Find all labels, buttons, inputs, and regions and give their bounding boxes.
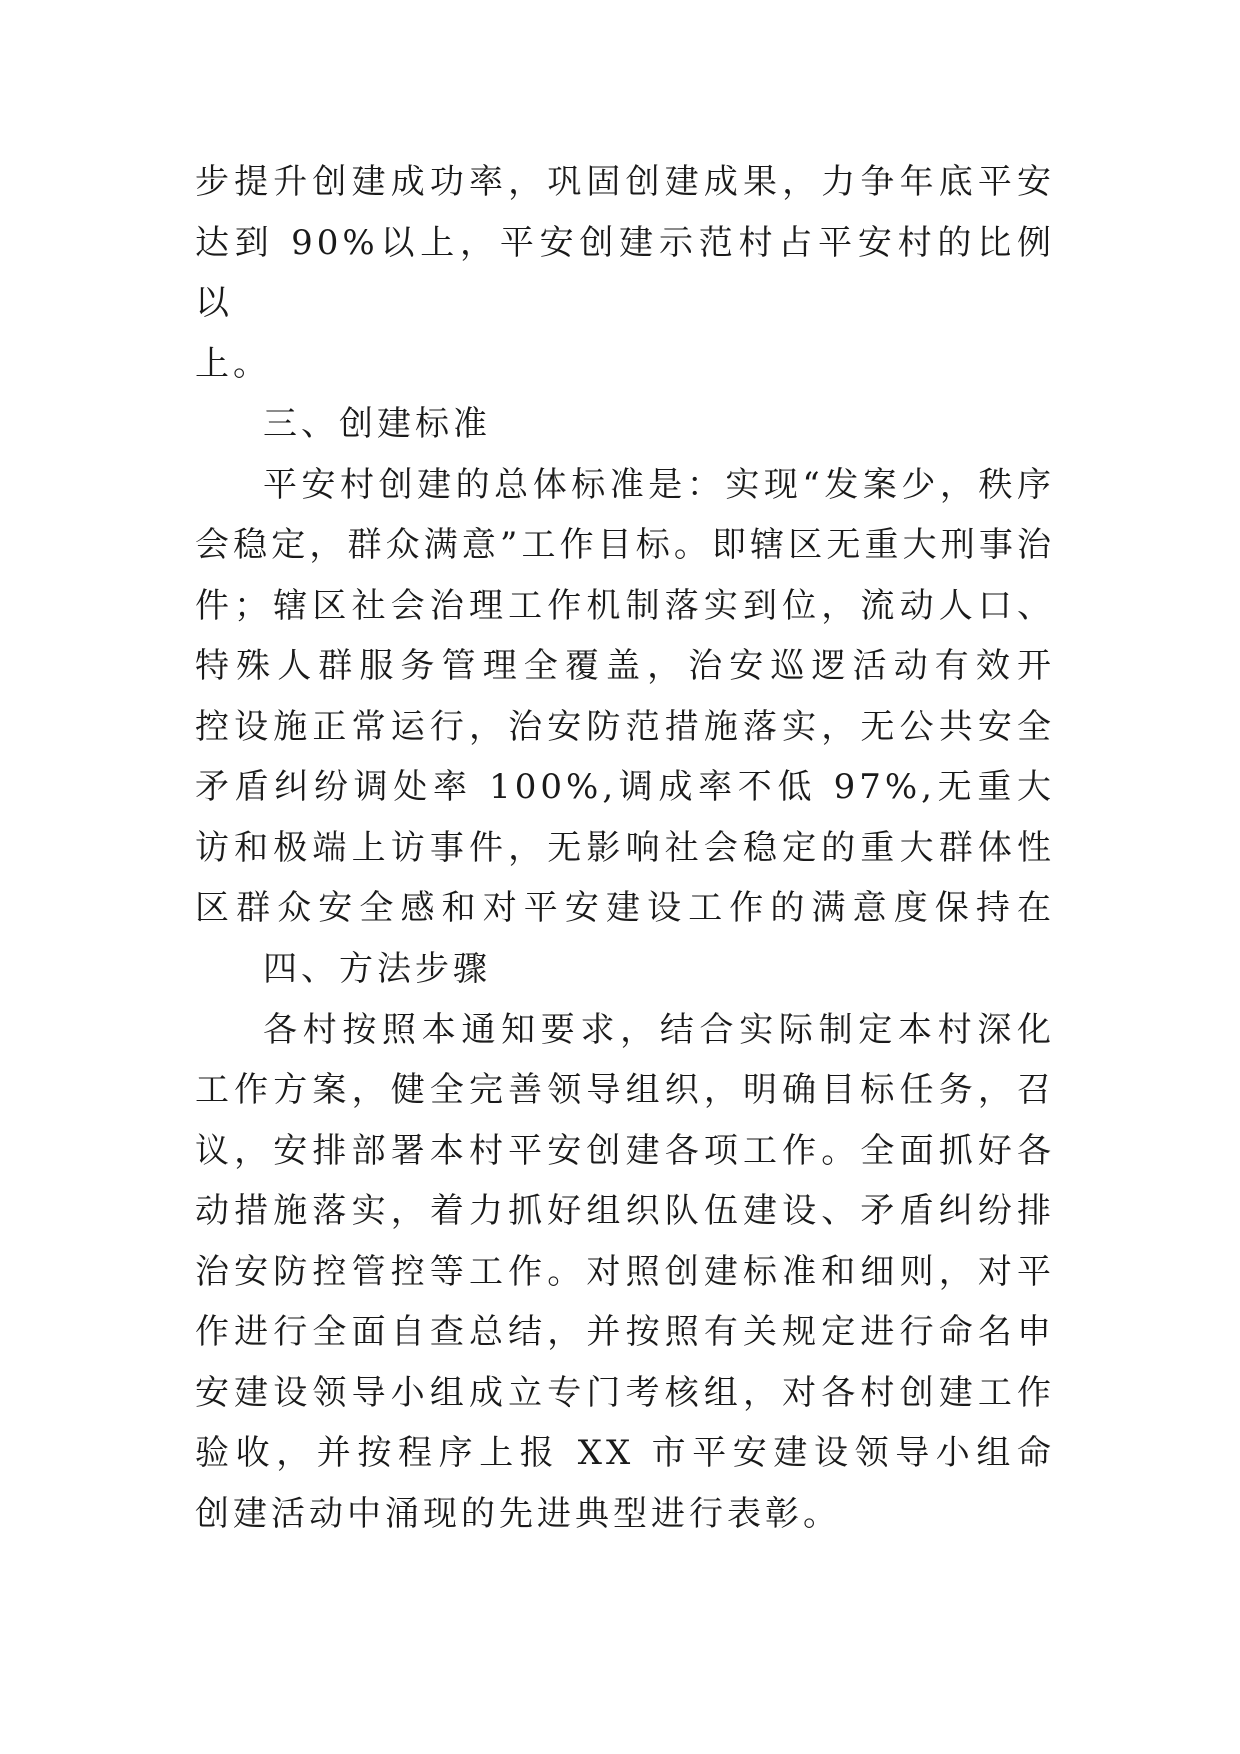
intro-paragraph xyxy=(195,152,1055,394)
section-three-line-4: 特殊人群服务管理全覆盖，治安巡逻活动有效开 xyxy=(195,646,1055,686)
section-four xyxy=(195,939,1055,1544)
section-three-line-6: 矛盾纠纷调处率 100%,调成率不低 97%,无重大 xyxy=(195,767,1055,807)
section-four-line-8: 验收，并按程序上报 XX 市平安建设领导小组命 xyxy=(195,1433,1055,1473)
section-four-line-7: 安建设领导小组成立专门考核组，对各村创建工作 xyxy=(195,1372,1055,1413)
section-four-paragraph xyxy=(195,1000,1055,1545)
section-three-line-8: 区群众安全感和对平安建设工作的满意度保持在 xyxy=(195,888,1055,928)
section-three xyxy=(195,394,1055,939)
section-three-paragraph xyxy=(195,455,1055,939)
section-four-line-5: 治安防控管控等工作。对照创建标准和细则，对平 xyxy=(195,1251,1055,1292)
section-four-line-2: 工作方案，健全完善领导组织，明确目标任务，召 xyxy=(195,1070,1055,1110)
section-four-heading: 四、方法步骤 xyxy=(263,949,491,989)
intro-line-3: 以 xyxy=(195,283,233,323)
section-three-line-7: 访和极端上访事件，无影响社会稳定的重大群体性 xyxy=(195,827,1055,868)
section-three-line-3: 件；辖区社会治理工作机制落实到位，流动人口、 xyxy=(195,585,1055,626)
section-three-line-2: 会稳定，群众满意”工作目标。即辖区无重大刑事治 xyxy=(195,525,1055,565)
section-four-line-1: 各村按照本通知要求，结合实际制定本村深化 xyxy=(263,1009,1055,1050)
section-four-line-9: 创建活动中涌现的先进典型进行表彰。 xyxy=(195,1493,841,1534)
section-three-heading: 三、创建标准 xyxy=(263,404,491,444)
intro-line-1: 步提升创建成功率，巩固创建成果，力争年底平安 xyxy=(195,162,1055,202)
section-four-line-4: 动措施落实，着力抓好组织队伍建设、矛盾纠纷排 xyxy=(195,1191,1055,1231)
intro-line-4: 上。 xyxy=(195,343,271,384)
section-three-line-5: 控设施正常运行，治安防范措施落实，无公共安全 xyxy=(195,706,1055,747)
section-three-line-1: 平安村创建的总体标准是：实现“发案少，秩序 xyxy=(263,464,1055,505)
intro-line-2: 达到 90%以上，平安创建示范村占平安村的比例 xyxy=(195,222,1055,263)
section-four-line-6: 作进行全面自查总结，并按照有关规定进行命名申 xyxy=(195,1312,1055,1352)
section-four-line-3: 议，安排部署本村平安创建各项工作。全面抓好各 xyxy=(195,1130,1055,1171)
